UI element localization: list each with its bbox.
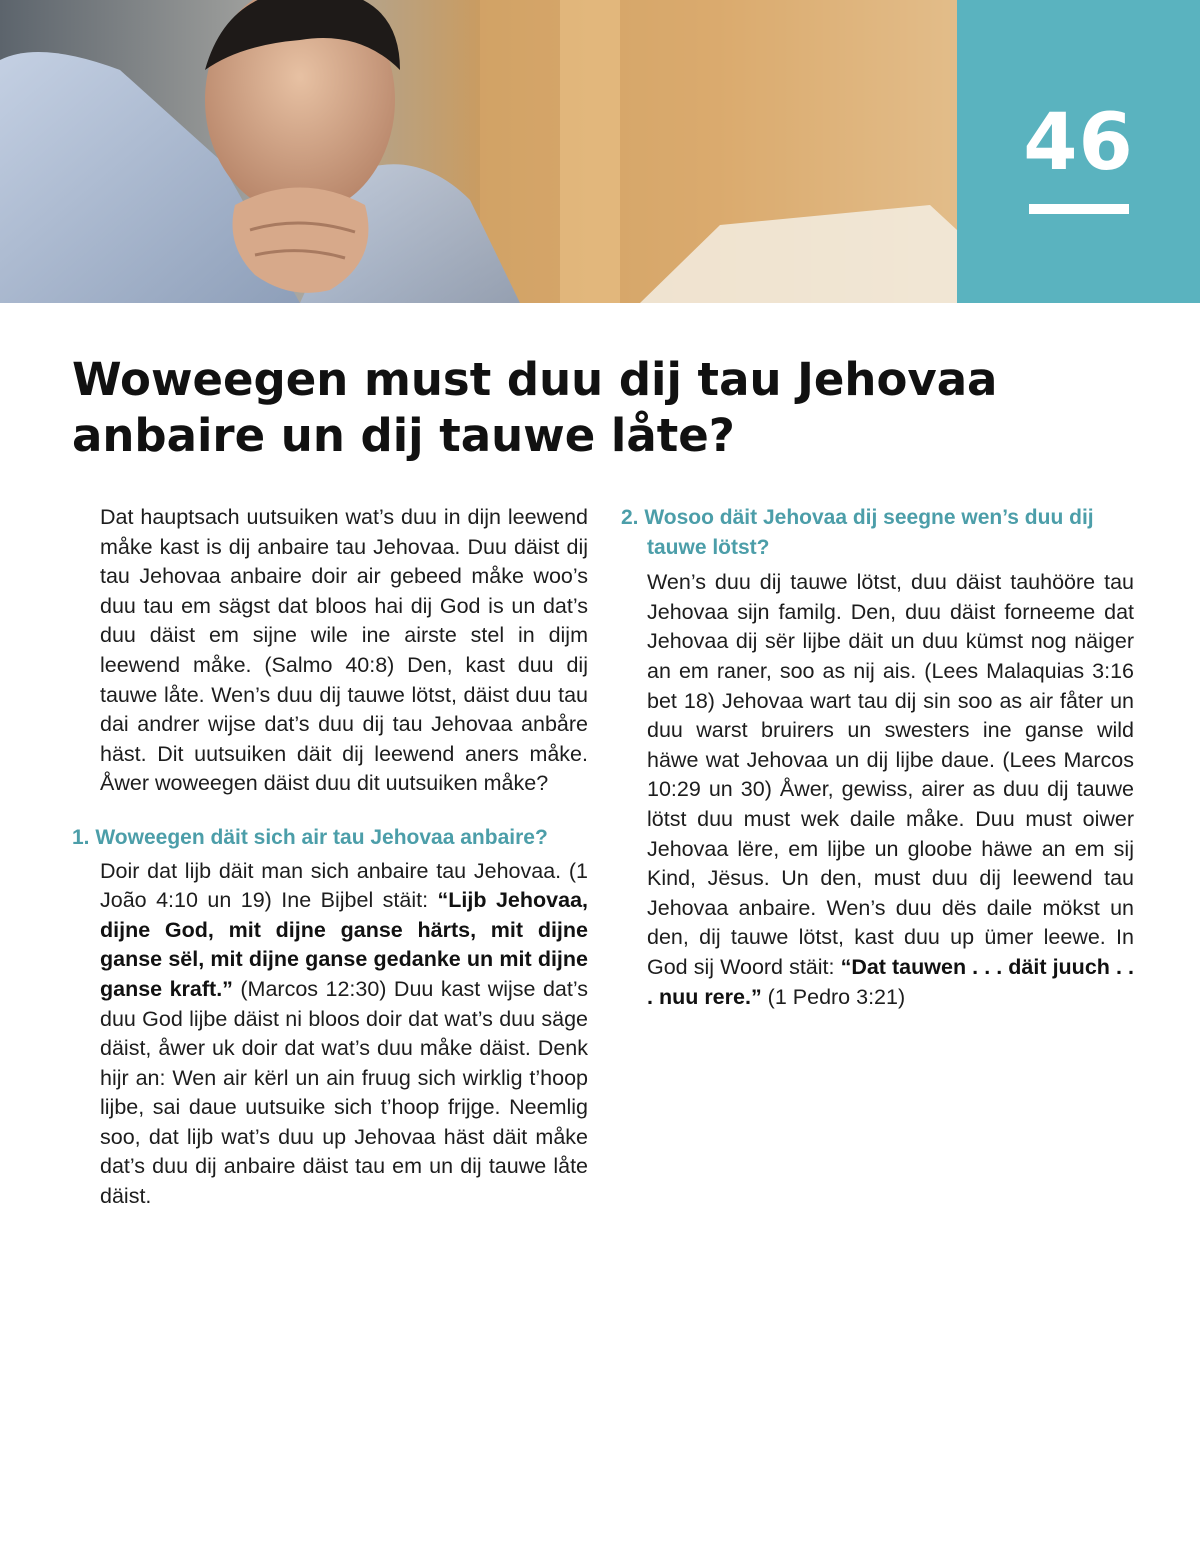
page-title-line-2: anbaire un dij tauwe låte? bbox=[72, 409, 735, 462]
praying-man-illustration bbox=[0, 0, 957, 303]
intro-paragraph: Dat hauptsach uutsuiken wat’s duu in dijn leewend måke kast is dij anbaire tau Jehovaa. Duu däist dij tau Jehovaa anbaire doir air gebeed måke woo’s duu tau em sägst dat bloos hai dij God is un dat’s duu däist em sijne wile ine airste stel in dijm leewend måke. (Salmo 40:8) Den, kast duu dij tauwe låte. Wen’s duu dij tauwe lötst, däist duu tau dai andrer wijse dat’s duu dij tau Jehovaa anbåre häst. Dit uutsuiken däit dij leewend aners måke. Åwer woweegen däist duu dit uutsuiken måke? bbox=[100, 505, 588, 796]
section-2-heading bbox=[621, 503, 1134, 562]
section-1-paragraph bbox=[100, 857, 588, 1212]
section-1-text-before: Doir dat lijb däit man sich anbaire tau Jehovaa. (1 João 4:10 un 19) Ine Bijbel stäit: bbox=[100, 858, 588, 913]
page-title bbox=[72, 352, 1072, 464]
page-title-line-1: Woweegen must duu dij tau Jehovaa bbox=[72, 353, 998, 406]
right-column bbox=[621, 503, 1134, 1012]
section-2-quote: “Dat tauwen . . . däit juuch . . . nuu rere.” bbox=[647, 954, 1134, 1009]
section-1-quote: “Lijb Jehovaa, dijne God, mit dijne ganse härts, mit dijne ganse sël, mit dijne ganse gedanke un mit dijne ganse kraft.” bbox=[100, 888, 588, 1001]
section-2-number: 2. bbox=[621, 506, 639, 529]
left-column bbox=[72, 503, 589, 1212]
section-1-number: 1. bbox=[72, 825, 90, 849]
lesson-number: 46 bbox=[1023, 98, 1134, 188]
section-2-paragraph bbox=[647, 568, 1134, 1012]
lesson-number-box bbox=[957, 0, 1200, 303]
lesson-number-underline bbox=[1029, 204, 1129, 214]
section-2-text-after: (1 Pedro 3:21) bbox=[761, 984, 906, 1009]
section-2-text-before: Wen’s duu dij tauwe lötst, duu däist tauhööre tau Jehovaa sijn familg. Den, duu däist forneeme dat Jehovaa dij sër lijbe däit un duu kümst nog näiger an em raner, soo as nij ais. (Lees Malaquias 3:16 bet 18) Jehovaa wart tau dij sin soo as air fåter un duu warst bruirers un swesters ine ganse wild häwe wat Jehovaa un dij lijbe daue. (Lees Marcos 10:29 un 30) Åwer, gewiss, airer as duu dij tauwe lötst duu must wek daile måke. Duu must oiwer Jehovaa lëre, em lijbe un gloobe häwe an em sij Kind, Jësus. Un den, must duu dij leewend tau Jehovaa anbaire. Wen’s duu dës daile mökst un den, dij tauwe lötst, kast duu up ümer leewe. In God sij Woord stäit: bbox=[647, 570, 1134, 979]
hero-photo bbox=[0, 0, 957, 303]
section-1-text-after: (Marcos 12:30) Duu kast wijse dat’s duu God lijbe däist ni bloos doir dat wat’s duu säge däist, åwer uk doir dat wat’s duu måke däist. Denk hijr an: Wen air kërl un ain fruug sich wirklig t’hoop lijbe, sai daue uutsuike sich t’hoop frijge. Neemlig soo, dat lijb wat’s duu up Jehovaa häst däit måke dat’s duu dij anbaire däist tau em un dij tauwe låte däist. bbox=[100, 976, 589, 1209]
section-2-heading-text: Wosoo däit Jehovaa dij seegne wen’s duu dij tauwe lötst? bbox=[644, 506, 1094, 559]
section-1-heading bbox=[72, 823, 588, 853]
section-1-heading-text: Woweegen däit sich air tau Jehovaa anbaire? bbox=[95, 825, 548, 849]
